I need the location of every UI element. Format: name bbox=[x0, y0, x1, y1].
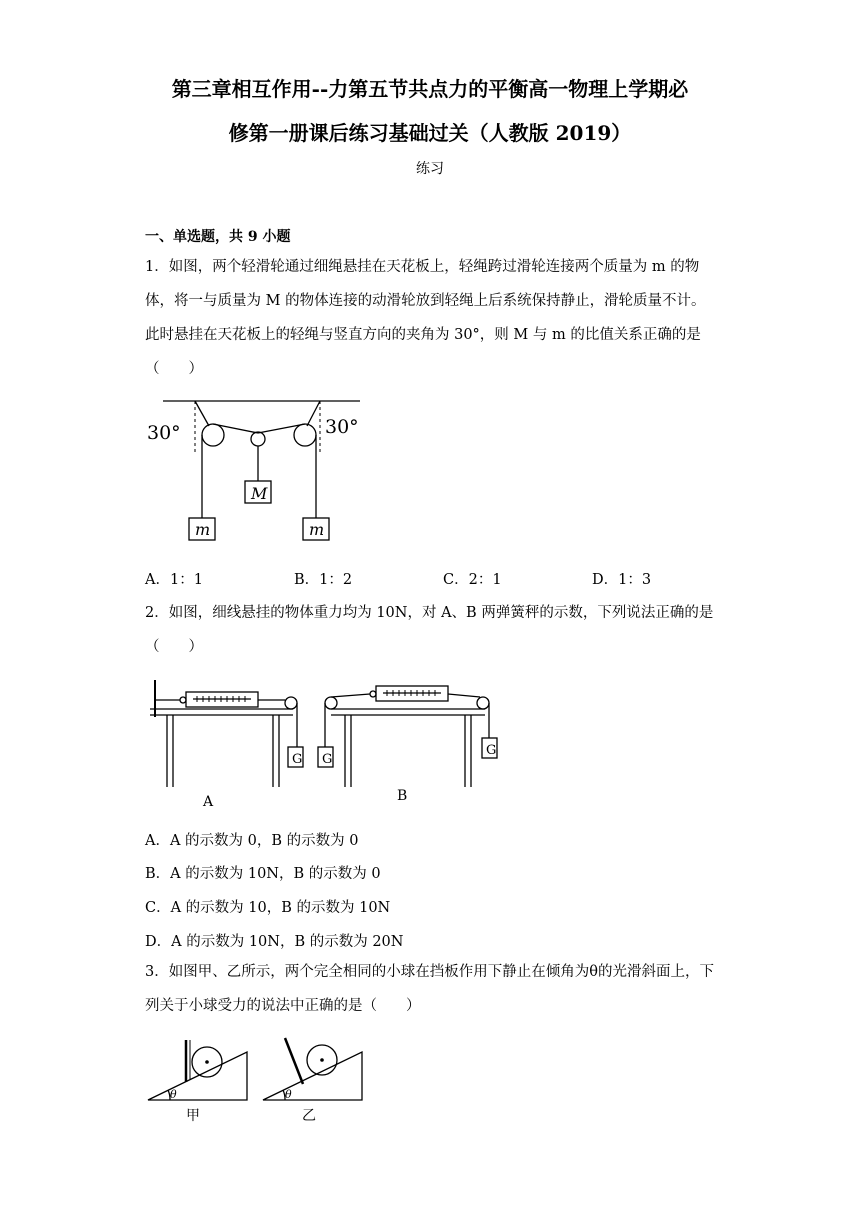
q1-mass-m-left: m bbox=[195, 520, 211, 539]
section-heading: 一、单选题，共 9 小题 bbox=[145, 229, 291, 245]
q1-mass-m-right: m bbox=[309, 520, 325, 539]
q1-angle-right: 30° bbox=[325, 416, 359, 438]
q3-angle-yi: θ bbox=[285, 1088, 292, 1101]
q1-option-b: B．1：2 bbox=[294, 572, 353, 588]
q2-weight-label-a: G bbox=[292, 752, 303, 767]
q1-mass-M: M bbox=[251, 484, 268, 503]
question-3-stem: 3．如图甲、乙所示，两个完全相同的小球在挡板作用下静止在倾角为θ的光滑斜面上，下列关于小球受力的说法中正确的是（ ） bbox=[145, 964, 714, 1014]
q2-weight-label-b-right: G bbox=[486, 743, 497, 758]
question-1-figure bbox=[145, 393, 385, 553]
q1-option-d: D．1：3 bbox=[592, 572, 652, 588]
doc-subtitle: 练习 bbox=[416, 161, 444, 177]
q2-label-a: A bbox=[203, 794, 214, 810]
q2-option-d: D．A 的示数为 10N，B 的示数为 20N bbox=[145, 934, 404, 950]
q1-option-c: C．2：1 bbox=[443, 572, 502, 588]
q2-label-b: B bbox=[397, 788, 408, 804]
doc-title-line1: 第三章相互作用--力第五节共点力的平衡高一物理上学期必 bbox=[171, 77, 689, 101]
q2-option-c: C．A 的示数为 10，B 的示数为 10N bbox=[145, 900, 391, 916]
q2-weight-label-b-left: G bbox=[322, 752, 333, 767]
q2-option-a: A．A 的示数为 0，B 的示数为 0 bbox=[145, 833, 359, 849]
question-2-figure bbox=[145, 672, 505, 812]
q3-label-yi: 乙 bbox=[302, 1108, 316, 1124]
doc-title-line2: 修第一册课后练习基础过关（人教版 2019） bbox=[228, 121, 632, 145]
q3-angle-jia: θ bbox=[170, 1088, 177, 1101]
q3-label-jia: 甲 bbox=[186, 1108, 200, 1124]
question-1-stem: 1．如图，两个轻滑轮通过细绳悬挂在天花板上，轻绳跨过滑轮连接两个质量为 m 的物体，将一与质量为 M 的物体连接的动滑轮放到轻绳上后系统保持静止，滑轮质量不计。此时悬挂在天花板上的轻绳与竖直方向的夹角为 30°，则 M 与 m 的比值关系正确的是（ ） bbox=[145, 259, 706, 377]
q1-angle-left: 30° bbox=[147, 422, 181, 444]
question-2-stem: 2．如图，细线悬挂的物体重力均为 10N，对 A、B 两弹簧秤的示数，下列说法正确的是（ ） bbox=[145, 605, 714, 655]
q2-option-b: B．A 的示数为 10N，B 的示数为 0 bbox=[145, 866, 381, 882]
q1-option-a: A．1：1 bbox=[145, 572, 203, 588]
question-3-figure bbox=[145, 1032, 375, 1127]
